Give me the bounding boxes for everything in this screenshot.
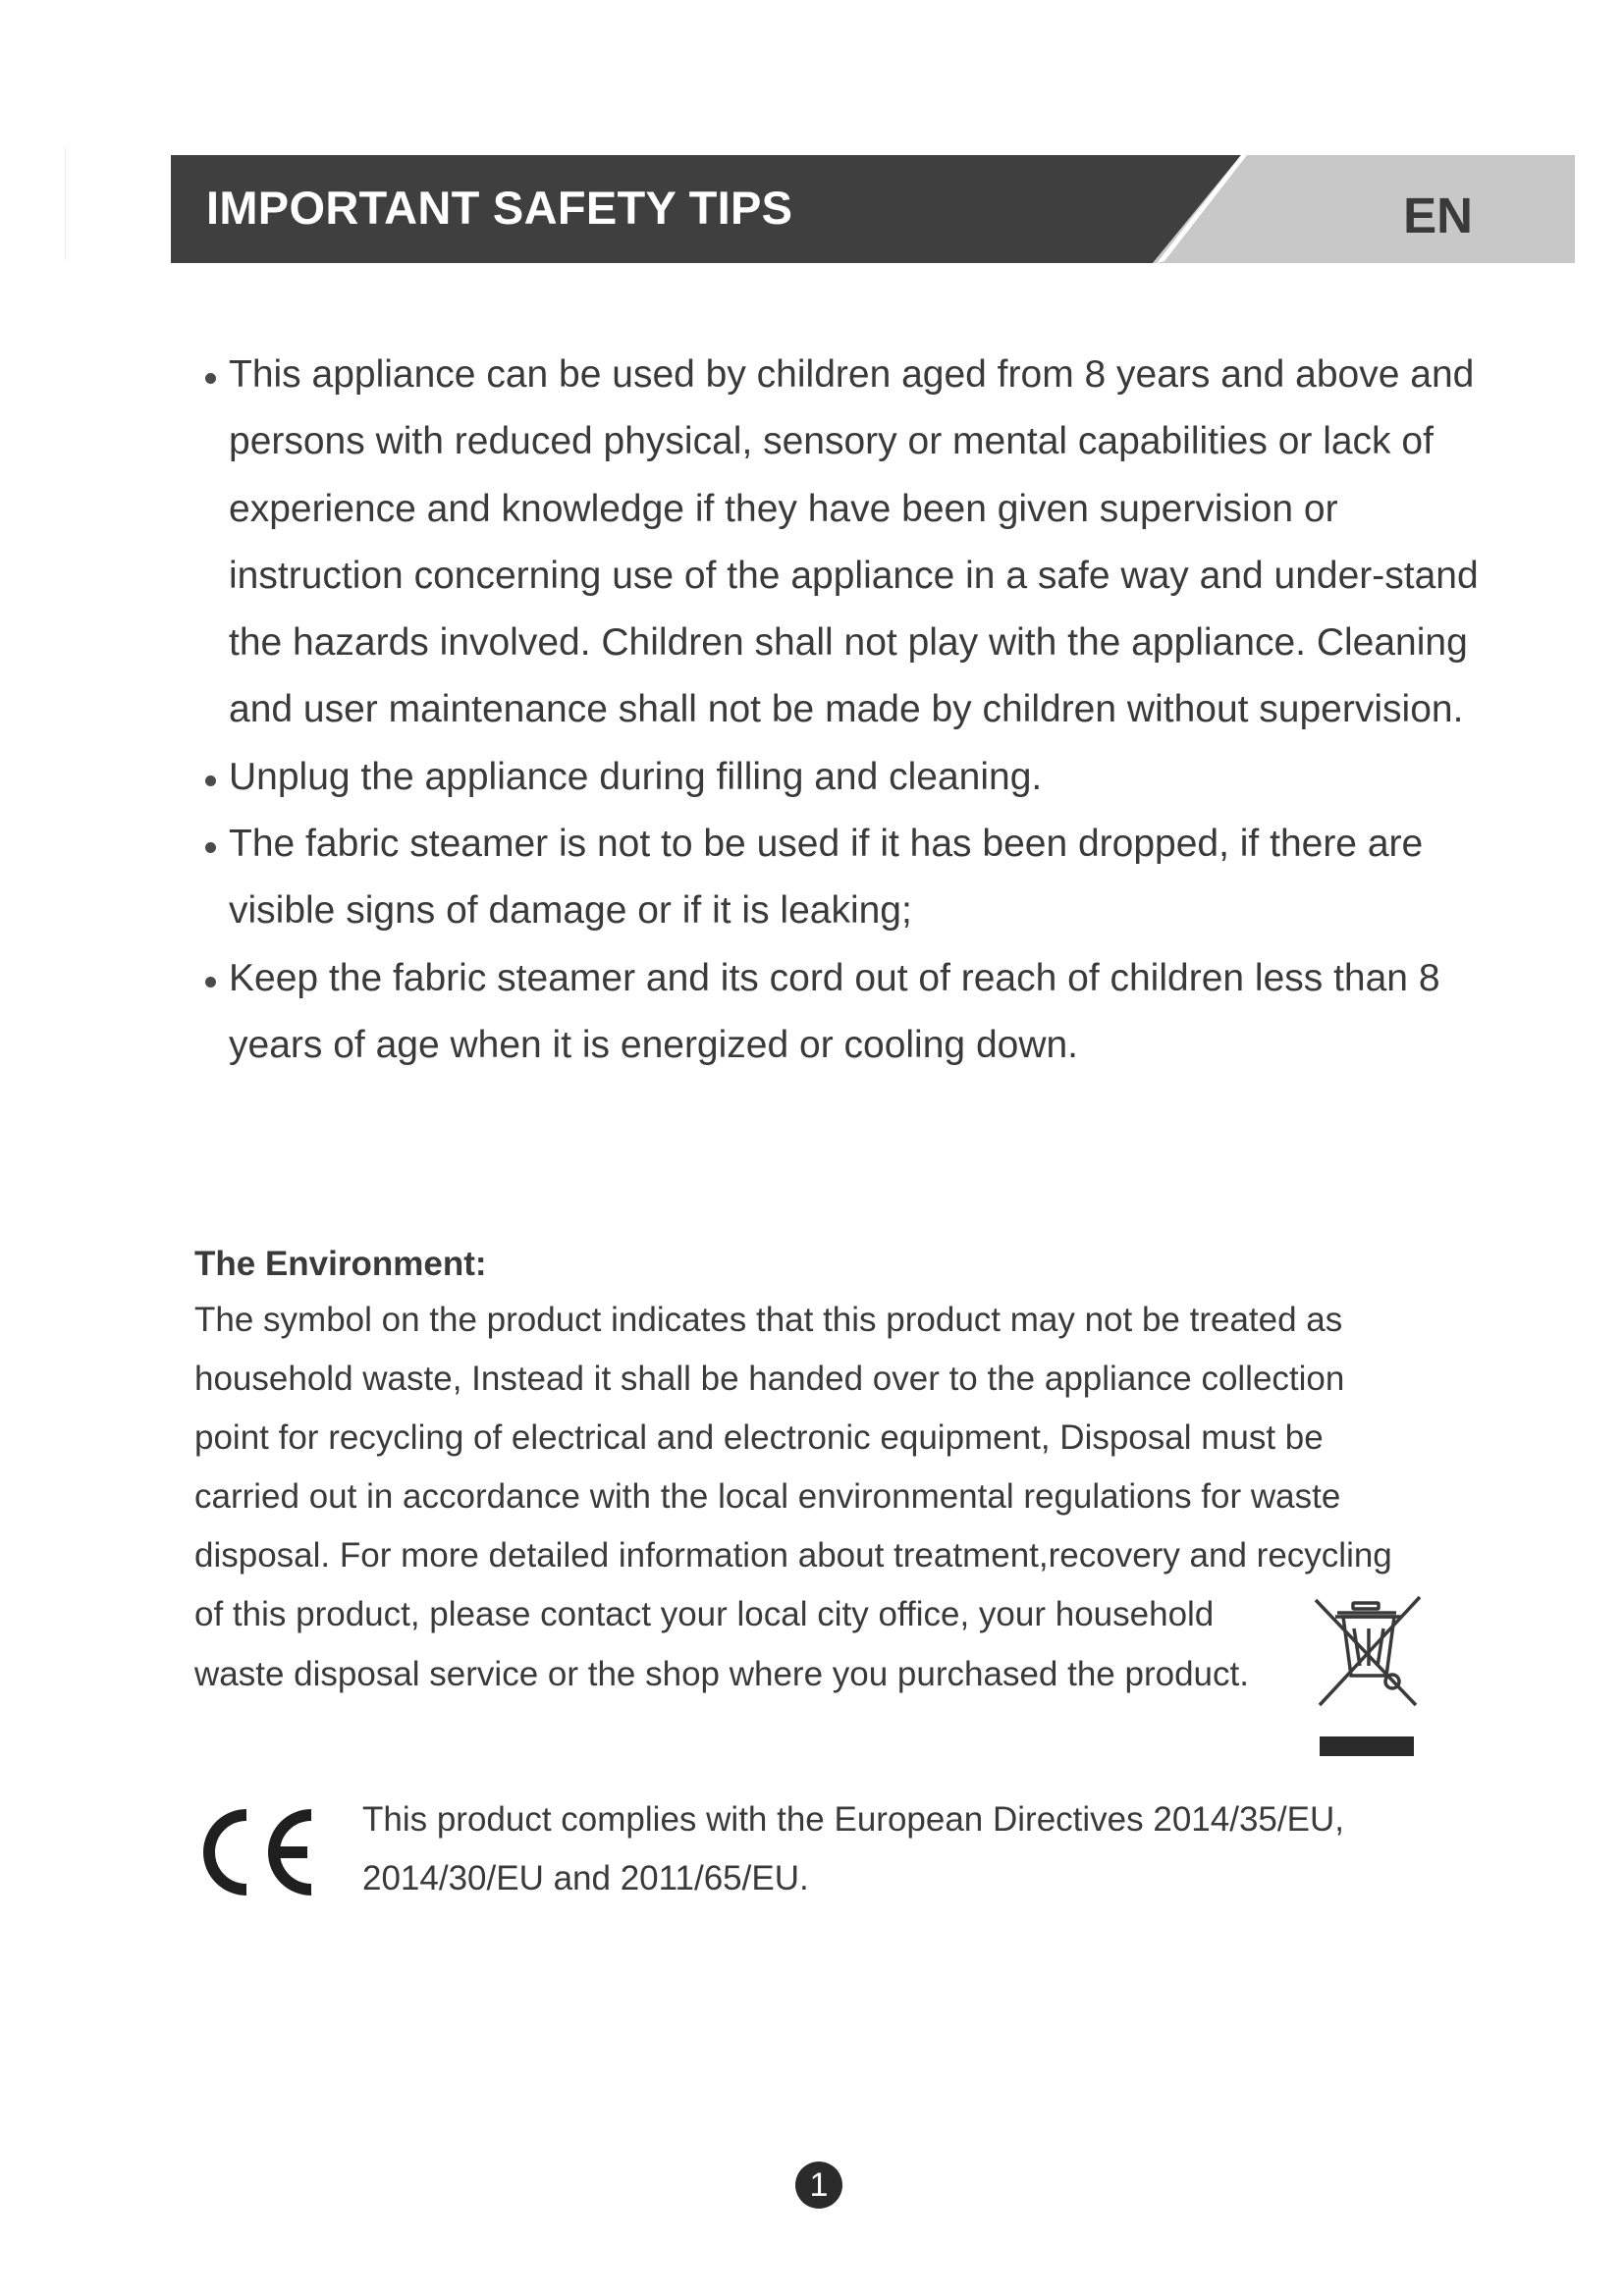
list-item: [202, 945, 1518, 1080]
bullet-icon: [205, 775, 216, 786]
header-title: IMPORTANT SAFETY TIPS: [206, 182, 793, 234]
list-item-text: The fabric steamer is not to be used if it has been dropped, if there are visible signs of damage or if it is leaking;: [229, 823, 1424, 933]
list-item: [202, 811, 1518, 945]
page-number: 1: [795, 2162, 842, 2209]
environment-text-line: The symbol on the product indicates that this product may not be treated as: [194, 1301, 1343, 1339]
environment-heading: The Environment:: [194, 1245, 487, 1283]
environment-text-line: point for recycling of electrical and electronic equipment, Disposal must be: [194, 1418, 1324, 1457]
ce-mark-icon: [189, 1802, 322, 1902]
environment-text-line: waste disposal service or the shop where you purchased the product.: [194, 1655, 1249, 1693]
list-item: [202, 342, 1518, 744]
environment-text-line: of this product, please contact your local city office, your household: [194, 1595, 1215, 1633]
page-edge-line: [65, 147, 66, 260]
crossed-out-wheelie-bin-icon: [1310, 1595, 1428, 1762]
environment-text-line: disposal. For more detailed information about treatment,recovery and recycling: [194, 1536, 1392, 1575]
bullet-icon: [205, 373, 216, 384]
list-item-text: Unplug the appliance during filling and cleaning.: [229, 755, 1043, 798]
environment-text-line: carried out in accordance with the local environmental regulations for waste: [194, 1477, 1341, 1516]
header-bar: [171, 155, 1575, 263]
compliance-text-line: This product complies with the European Directives 2014/35/EU,: [362, 1800, 1344, 1839]
environment-text-line: household waste, Instead it shall be handed over to the appliance collection: [194, 1360, 1345, 1398]
bullet-icon: [205, 977, 216, 988]
language-code: EN: [1403, 187, 1473, 243]
safety-tips-list: [202, 342, 1518, 1079]
list-item-text: Keep the fabric steamer and its cord out of reach of children less than 8 years of age when it is energized or cooling down.: [229, 956, 1440, 1066]
list-item: [202, 744, 1518, 811]
list-item-text: This appliance can be used by children aged from 8 years and above and persons with reduced physical, sensory or mental capabilities or lack of experience and knowledge if they have been given supervision or instruction concerning use of the appliance in a safe way and under-stand the hazards involved. Children shall not play with the appliance. Cleaning and user maintenance shall not be made by children without supervision.: [229, 353, 1479, 731]
bullet-icon: [205, 842, 216, 853]
compliance-text-line: 2014/30/EU and 2011/65/EU.: [362, 1859, 809, 1897]
